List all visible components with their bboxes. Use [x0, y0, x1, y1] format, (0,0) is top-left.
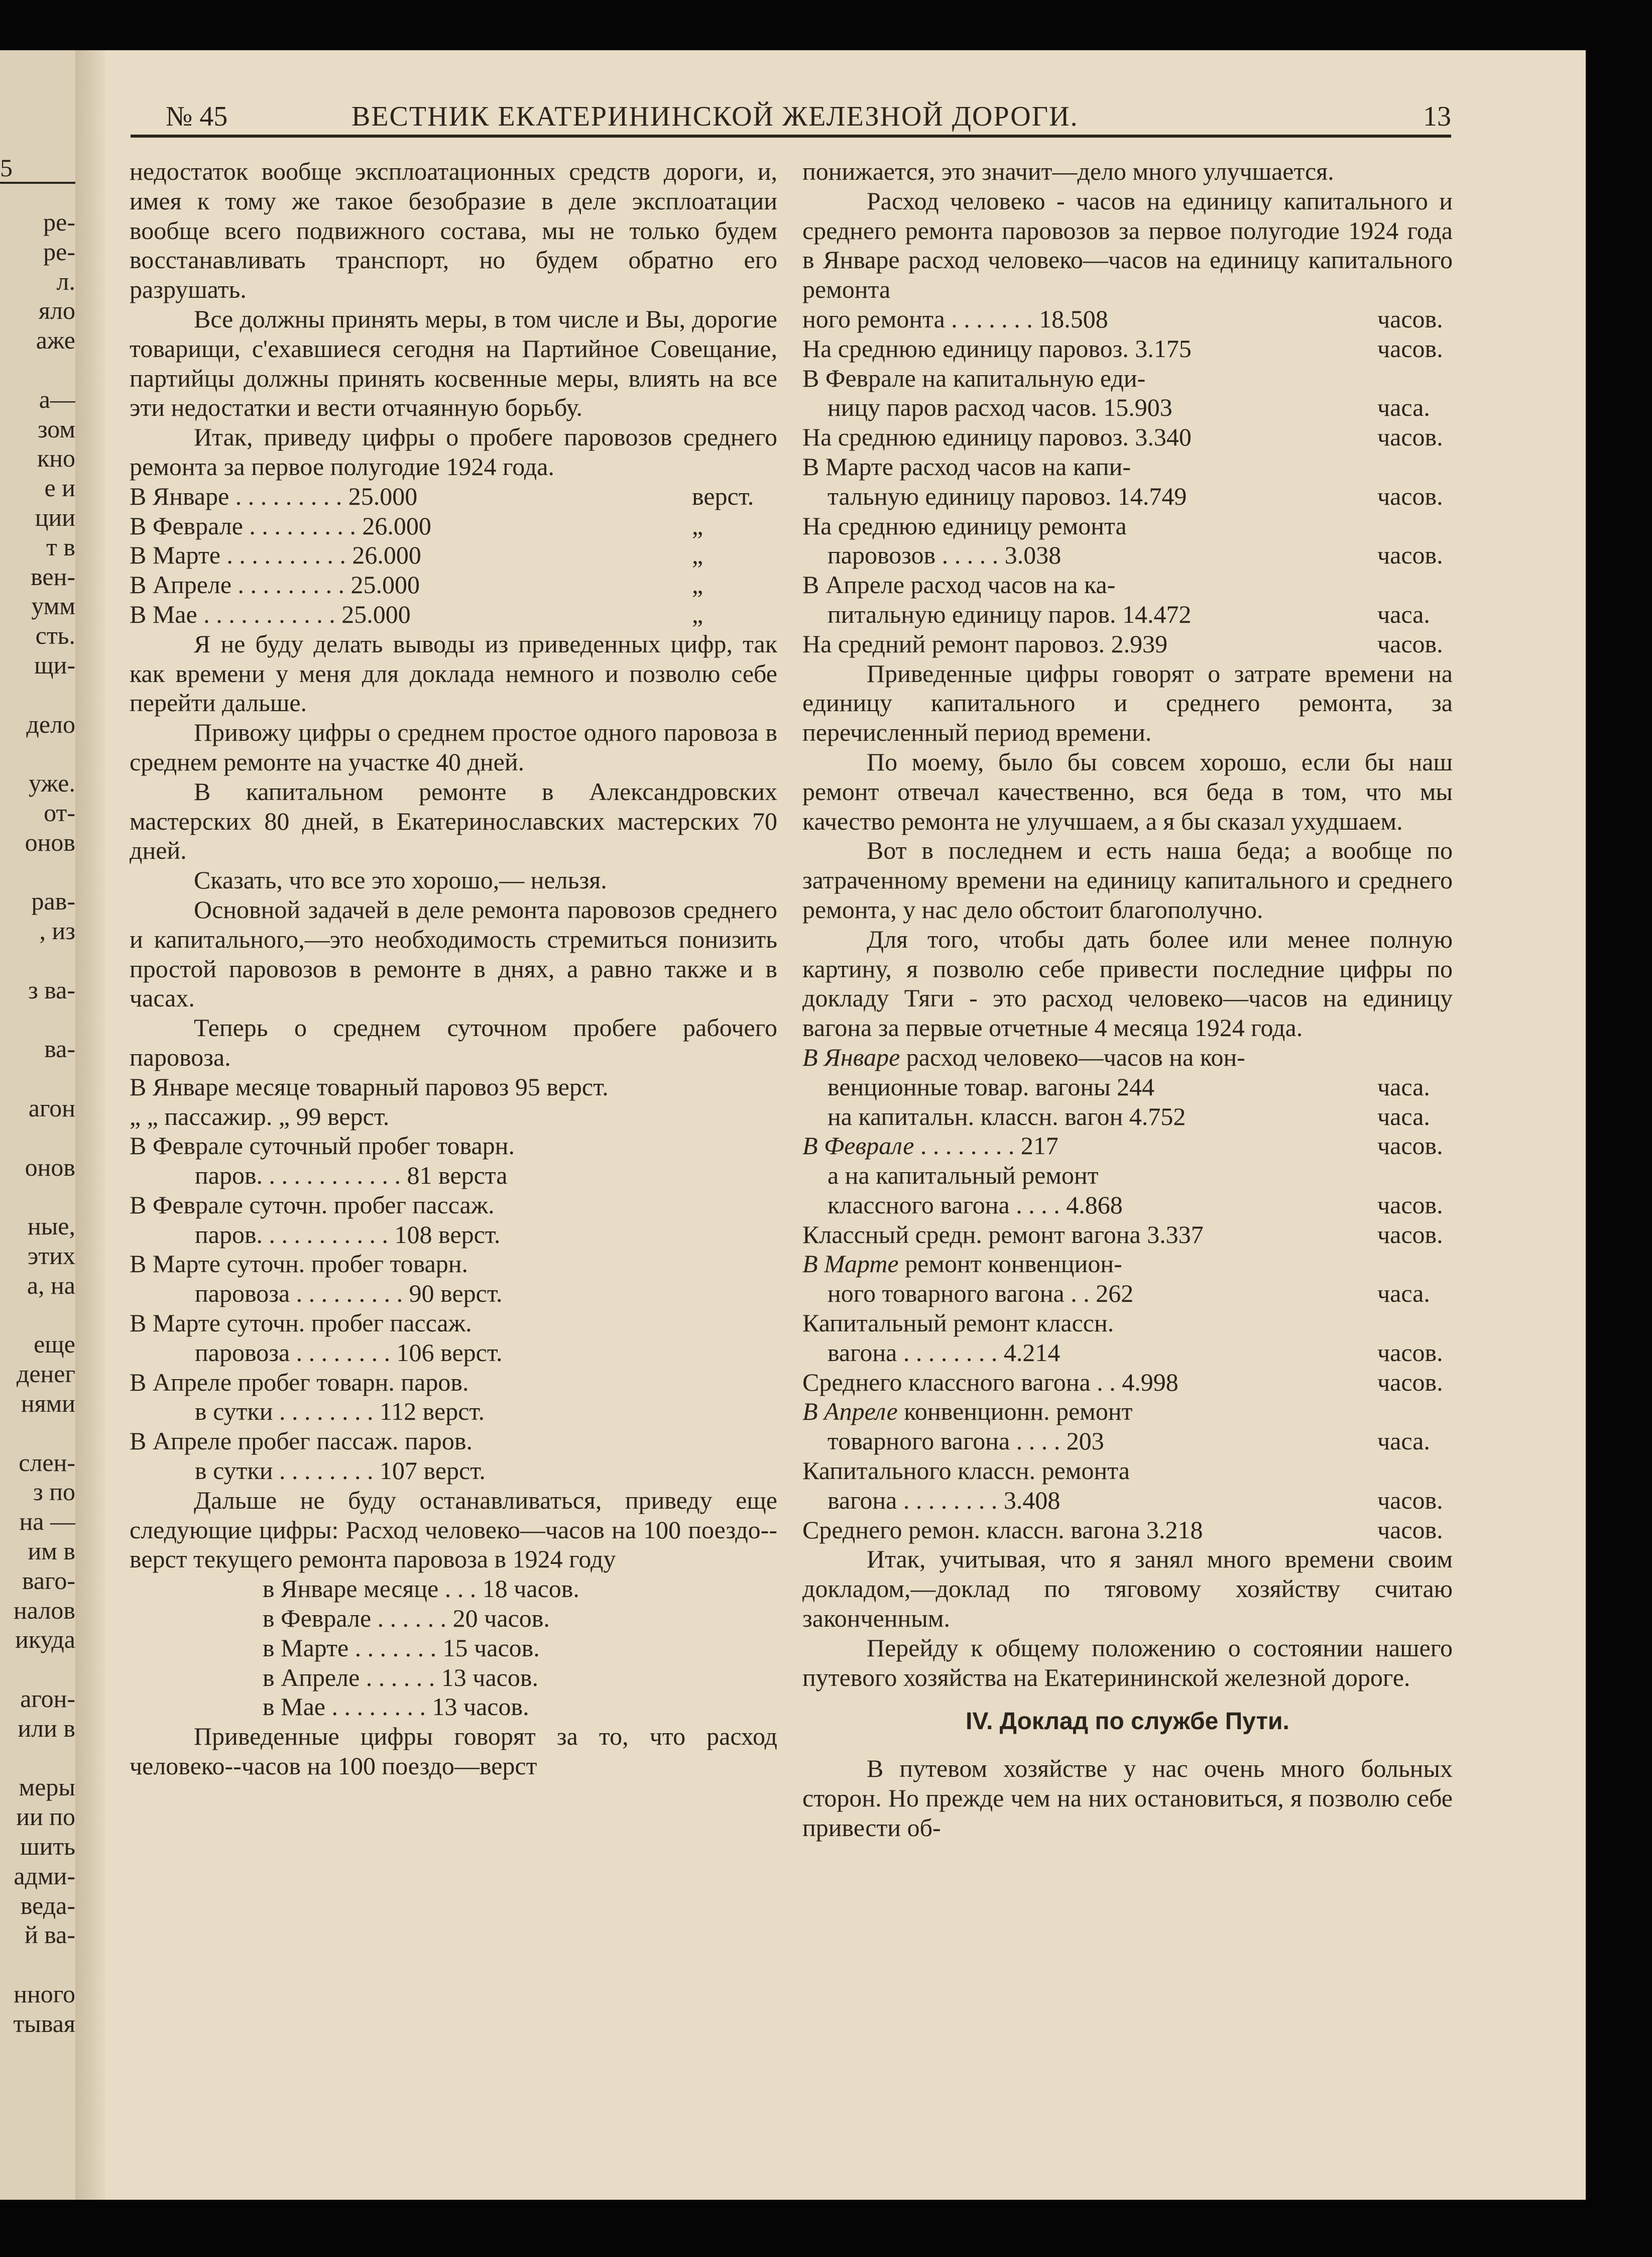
left-page-fragment: слен- — [19, 1448, 75, 1477]
paragraph: Итак, приведу цифры о пробеге паровозов среднего ремонта за первое полугодие 1924 года. — [130, 423, 777, 481]
wagon-row-text: ного товарного вагона . . 262 — [802, 1279, 1134, 1308]
left-page-fragment: налов — [14, 1596, 75, 1624]
left-page-fragment: онов — [25, 828, 75, 856]
wagon-row — [802, 1486, 1453, 1515]
left-page-fragment: т в — [46, 532, 75, 561]
left-page-fragment: е и — [44, 474, 75, 502]
left-page-fragment: веда- — [20, 1891, 75, 1920]
loco-row-unit: часов. — [1377, 423, 1443, 452]
left-page-fragment: ные, — [27, 1212, 75, 1240]
loco-row — [802, 540, 1453, 570]
paragraph: Для того, чтобы дать более или менее полную картину, я позволю себе привести последние цифры по докладу Тяги - это расход человеко—часов на единицу вагона за первые отчетные 4 месяца 1924 года. — [802, 925, 1453, 1042]
wagon-row — [802, 1279, 1453, 1308]
wagon-row — [802, 1456, 1453, 1486]
loco-row-unit: часов. — [1377, 304, 1443, 333]
wagon-row-unit: часа. — [1377, 1427, 1430, 1455]
loco-row-label: В Марте расход часов на капи- — [802, 452, 1131, 481]
loco-row-label: На среднюю единицу паровоз. 3.175 — [802, 334, 1192, 363]
paragraph: Привожу цифры о среднем простое одного паровоза в среднем ремонте на участке 40 дней. — [130, 718, 777, 776]
section-heading: IV. Доклад по службе Пути. — [966, 1708, 1289, 1735]
wagon-row-text: конвенционн. ремонт — [897, 1397, 1133, 1426]
daily-mileage-table — [130, 1072, 777, 1486]
loco-row-label: В Феврале на капитальную еди- — [802, 364, 1146, 392]
hours-row: в Марте . . . . . . . 15 часов. — [263, 1633, 540, 1662]
left-page-fragment: а— — [39, 385, 75, 413]
mileage-unit: верст. — [692, 482, 754, 510]
left-page-fragment: сть. — [35, 621, 75, 650]
wagon-repair-table — [802, 1043, 1453, 1545]
left-page-fragment: ре- — [43, 237, 75, 266]
wagon-row-label — [802, 1249, 1122, 1279]
left-page-fragment: агон- — [20, 1684, 75, 1713]
journal-title: ВЕСТНИК ЕКАТЕРИНИНСКОЙ ЖЕЛЕЗНОЙ ДОРОГИ. — [351, 101, 1079, 132]
paragraph: Теперь о среднем суточном пробеге рабочего паровоза. — [130, 1013, 777, 1071]
loco-row-label: На среднюю единицу ремонта — [802, 511, 1127, 540]
daily-row: В Феврале суточн. пробег пассаж. — [130, 1190, 495, 1219]
wagon-row-text: Капитальный ремонт классн. — [802, 1309, 1114, 1337]
loco-row — [802, 600, 1453, 629]
wagon-row — [802, 1043, 1453, 1072]
wagon-row-text: на капитальн. классн. вагон 4.752 — [802, 1102, 1186, 1131]
paragraph: Дальше не буду останавливаться, приведу еще следующие цифры: Расход человеко—часов на 100 поездо--верст текущего ремонта паровоза в 1924 году — [130, 1486, 777, 1573]
paragraph: Вот в последнем и есть наша беда; а вообще по затраченному времени на единицу капитального и среднего ремонта, у нас дело обстоит благополучно. — [802, 836, 1453, 924]
daily-row-detail: паров. . . . . . . . . . . 108 верст. — [195, 1220, 501, 1249]
left-page-fragment: рав- — [31, 887, 75, 916]
mileage-label: В Феврале . . . . . . . . . 26.000 — [130, 511, 431, 540]
paragraph: Приведенные цифры говорят о затрате времени на единицу капитального и среднего ремонта, за перечисленный период времени. — [802, 659, 1453, 747]
wagon-row-label — [802, 1368, 1178, 1397]
left-page-fragment: дело — [26, 710, 75, 738]
left-page-fragment: вен- — [31, 562, 75, 591]
mileage-label: В Мае . . . . . . . . . . . 25.000 — [130, 600, 411, 628]
page-number: 13 — [1423, 101, 1451, 132]
wagon-row — [802, 1426, 1453, 1456]
wagon-row — [802, 1161, 1453, 1190]
mileage-row — [130, 600, 777, 629]
wagon-row-unit: часов. — [1377, 1368, 1443, 1396]
left-page-fragment: ии по — [16, 1802, 75, 1831]
left-page-fragment: адми- — [14, 1861, 75, 1890]
wagon-row-label — [802, 1486, 1060, 1515]
mileage-row — [130, 540, 777, 570]
loco-row-label: ного ремонта . . . . . . . 18.508 — [802, 304, 1108, 333]
header-rule — [131, 135, 1451, 138]
wagon-row-text: венционные товар. вагоны 244 — [802, 1072, 1155, 1101]
loco-row — [802, 393, 1453, 422]
month-label: В Апреле — [802, 1397, 898, 1426]
wagon-row-unit: часа. — [1377, 1279, 1430, 1308]
daily-row: В Январе месяце товарный паровоз 95 верст. — [130, 1072, 609, 1101]
left-page-fragment: или в — [18, 1714, 75, 1742]
loco-row-unit: часа. — [1377, 393, 1430, 422]
loco-row-label: питальную единицу паров. 14.472 — [802, 600, 1192, 628]
left-page-fragment: зом — [37, 414, 75, 443]
daily-row: В Апреле пробег пассаж. паров. — [130, 1427, 473, 1455]
page-header — [131, 100, 1451, 136]
loco-row-label: На среднюю единицу паровоз. 3.340 — [802, 423, 1192, 452]
left-page-fragment: яло — [39, 296, 75, 325]
hours-row: в Феврале . . . . . . 20 часов. — [263, 1604, 550, 1633]
mileage-unit: „ — [692, 541, 703, 570]
left-page-fragment: кно — [37, 444, 75, 473]
wagon-row-unit: часов. — [1377, 1515, 1443, 1544]
wagon-row — [802, 1190, 1453, 1220]
left-page-fragment: з ва- — [28, 975, 75, 1004]
wagon-row-label — [802, 1456, 1130, 1486]
daily-row: В Апреле пробег товарн. паров. — [130, 1368, 469, 1396]
wagon-row — [802, 1338, 1453, 1368]
loco-row-unit — [1377, 364, 1453, 393]
wagon-row-unit — [1377, 1456, 1453, 1486]
mileage-table — [130, 482, 777, 629]
wagon-row-unit — [1377, 1249, 1453, 1279]
left-page-number: 5 — [0, 154, 13, 182]
wagon-row-unit — [1377, 1161, 1453, 1190]
mileage-unit: „ — [692, 511, 703, 540]
wagon-row-label — [802, 1072, 1154, 1102]
locomotive-repair-table — [802, 304, 1453, 659]
left-page-edge — [0, 50, 88, 2200]
daily-row: „ „ пассажир. „ 99 верст. — [130, 1102, 390, 1131]
wagon-row-unit: часа. — [1377, 1072, 1430, 1101]
loco-row-label: тальную единицу паровоз. 14.749 — [802, 482, 1187, 510]
paragraph: Я не буду делать выводы из приведенных цифр, так как времени у меня для доклада немного и позволю себе перейти дальше. — [130, 629, 777, 717]
left-page-fragment: на — — [19, 1507, 75, 1536]
mileage-unit: „ — [692, 571, 703, 599]
wagon-row-text: ремонт конвенцион- — [898, 1250, 1122, 1278]
daily-row: В Марте суточн. пробег товарн. — [130, 1250, 468, 1278]
wagon-row-label — [802, 1308, 1114, 1338]
paragraph: Итак, учитывая, что я занял много времени своим докладом,—доклад по тяговому хозяйству считаю законченным. — [802, 1545, 1453, 1633]
left-page-fragment: л. — [56, 267, 75, 295]
daily-row: В Марте суточн. пробег пассаж. — [130, 1309, 472, 1337]
wagon-row-label — [802, 1131, 1058, 1161]
wagon-row-unit: часов. — [1377, 1132, 1443, 1160]
paragraph: Перейду к общему положению о состоянии нашего путевого хозяйства на Екатерининской железной дороге. — [802, 1633, 1453, 1691]
left-page-fragment: этих — [27, 1242, 75, 1270]
page-gutter — [75, 50, 105, 2200]
daily-row-detail: паровоза . . . . . . . . 106 верст. — [195, 1338, 503, 1367]
loco-row-unit: часов. — [1377, 334, 1443, 363]
wagon-row-unit: часа. — [1377, 1102, 1430, 1131]
loco-row-unit — [1377, 570, 1453, 600]
loco-row-unit: часов. — [1377, 541, 1443, 570]
loco-row-unit — [1377, 511, 1453, 541]
daily-row-detail: в сутки . . . . . . . . 107 верст. — [195, 1456, 486, 1485]
daily-row-detail: паровоза . . . . . . . . . 90 верст. — [195, 1279, 503, 1308]
mileage-label: В Апреле . . . . . . . . . 25.000 — [130, 571, 420, 599]
paragraph: Основной задачей в деле ремонта паровозов среднего и капитального,—это необходимость стремиться понизить простой паровозов в ремонте в днях, а равно также и в часах. — [130, 895, 777, 1012]
paragraph: Расход человеко - часов на единицу капитального и среднего ремонта паровозов за первое полугодие 1924 года в Январе расход человеко—часов на единицу капитального ремонта — [802, 186, 1453, 304]
loco-row — [802, 570, 1453, 600]
daily-row-detail: паров. . . . . . . . . . . . 81 верста — [195, 1161, 508, 1190]
left-page-fragment: денег — [16, 1360, 75, 1388]
mileage-unit: „ — [692, 600, 703, 628]
left-page-fragment: агон — [28, 1094, 75, 1122]
loco-row-label: На средний ремонт паровоз. 2.939 — [802, 629, 1168, 658]
wagon-row-text: Капитального классн. ремонта — [802, 1456, 1130, 1485]
wagon-row-text: . . . . . . . . 217 — [914, 1132, 1058, 1160]
left-page-fragment: а, на — [27, 1271, 75, 1299]
wagon-row-unit: часов. — [1377, 1220, 1443, 1249]
wagon-row — [802, 1131, 1453, 1161]
left-page-fragment: ваго- — [22, 1566, 75, 1595]
month-label: В Феврале — [802, 1132, 914, 1160]
wagon-row-text: Среднего ремон. классн. вагона 3.218 — [802, 1515, 1203, 1544]
paragraph: В путевом хозяйстве у нас очень много больных сторон. Но прежде чем на них остановиться, я позволю себе привести об- — [802, 1754, 1453, 1842]
wagon-row-unit — [1377, 1043, 1453, 1072]
wagon-row-label — [802, 1190, 1123, 1220]
left-page-fragment: им в — [28, 1537, 75, 1565]
wagon-row-text: Среднего классного вагона . . 4.998 — [802, 1368, 1178, 1396]
left-page-fragment: ции — [35, 503, 75, 531]
wagon-row — [802, 1397, 1453, 1426]
loco-row-unit: часов. — [1377, 482, 1443, 510]
left-page-fragment: онов — [25, 1153, 75, 1181]
month-label: В Марте — [802, 1250, 899, 1278]
wagon-row-text: товарного вагона . . . . 203 — [802, 1427, 1104, 1455]
left-page-fragment: икуда — [15, 1625, 75, 1654]
loco-row — [802, 452, 1453, 482]
loco-row-label: паровозов . . . . . 3.038 — [802, 541, 1061, 570]
wagon-row-unit: часов. — [1377, 1338, 1443, 1367]
wagon-row-label — [802, 1043, 1245, 1072]
left-page-fragment: ре- — [43, 208, 75, 236]
left-page-fragment: умм — [31, 592, 75, 620]
left-page-fragment: меры — [19, 1773, 75, 1801]
left-page-fragment: нями — [21, 1389, 75, 1417]
wagon-row-text: классного вагона . . . . 4.868 — [802, 1190, 1123, 1219]
hours-row: в Январе месяце . . . 18 часов. — [263, 1574, 579, 1603]
left-header-rule — [0, 182, 75, 184]
loco-row — [802, 629, 1453, 659]
paragraph: недостаток вообще эксплоатационных средств дороги, и, имея к тому же такое безобразие в деле эксплоатации вообще всего подвижного состава, мы не только будем восстанавливать транспорт, но будем обратно его разрушать. — [130, 157, 777, 304]
hours-row: в Мае . . . . . . . . 13 часов. — [263, 1692, 529, 1721]
wagon-row — [802, 1515, 1453, 1545]
mileage-label: В Январе . . . . . . . . . 25.000 — [130, 482, 418, 510]
loco-row — [802, 304, 1453, 334]
wagon-row — [802, 1368, 1453, 1397]
wagon-row-label — [802, 1279, 1133, 1308]
wagon-row-unit: часов. — [1377, 1190, 1443, 1219]
wagon-row — [802, 1249, 1453, 1279]
wagon-row-text: вагона . . . . . . . . 4.214 — [802, 1338, 1060, 1367]
left-page-fragment: з по — [33, 1478, 75, 1506]
paragraph: понижается, это значит—дело много улучшается. — [802, 157, 1334, 185]
left-page-fragment: шить — [20, 1832, 75, 1860]
paragraph: Приведенные цифры говорят за то, что расход человеко--часов на 100 поездо—верст — [130, 1722, 777, 1780]
wagon-row-unit — [1377, 1308, 1453, 1338]
loco-row-unit: часов. — [1377, 629, 1443, 658]
left-page-fragment: , из — [39, 917, 75, 945]
loco-row — [802, 364, 1453, 393]
month-label: В Январе — [802, 1043, 900, 1071]
wagon-row-label — [802, 1397, 1133, 1426]
loco-row — [802, 334, 1453, 364]
hours-per-100-table — [130, 1574, 777, 1722]
wagon-row-text: Классный средн. ремонт вагона 3.337 — [802, 1220, 1204, 1249]
left-page-fragment: нного — [14, 1980, 75, 2008]
loco-row — [802, 482, 1453, 511]
mileage-row — [130, 511, 777, 541]
paragraph: Все должны принять меры, в том числе и Вы, дорогие товарищи, с'ехавшиеся сегодня на Партийное Совещание, партийцы должны принять косвенные меры, влиять на все эти недостатки и вести отчаянную борьбу. — [130, 304, 777, 422]
wagon-row — [802, 1308, 1453, 1338]
mileage-row — [130, 570, 777, 600]
left-page-fragment: уже. — [29, 769, 75, 798]
wagon-row-text: вагона . . . . . . . . 3.408 — [802, 1486, 1060, 1514]
left-page-fragment: й ва- — [24, 1921, 75, 1949]
left-page-fragment: от- — [44, 799, 75, 827]
loco-row-label: ницу паров расход часов. 15.903 — [802, 393, 1172, 422]
wagon-row-label — [802, 1161, 1099, 1190]
loco-row-label: В Апреле расход часов на ка- — [802, 571, 1116, 599]
wagon-row — [802, 1102, 1453, 1132]
wagon-row-label — [802, 1220, 1204, 1250]
daily-row: В Феврале суточный пробег товарн. — [130, 1132, 515, 1160]
left-page-fragment: аже — [36, 326, 75, 355]
wagon-row-text: расход человеко—часов на кон- — [900, 1043, 1245, 1071]
wagon-row-label — [802, 1426, 1104, 1456]
wagon-row-text: а на капитальный ремонт — [802, 1161, 1099, 1190]
hours-row: в Апреле . . . . . . 13 часов. — [263, 1663, 538, 1691]
daily-row-detail: в сутки . . . . . . . . 112 верст. — [195, 1397, 485, 1426]
left-page-fragment: тывая — [13, 2009, 75, 2038]
paragraph: Сказать, что все это хорошо,— нельзя. — [194, 866, 607, 894]
wagon-row-label — [802, 1338, 1060, 1368]
right-column — [802, 157, 1453, 1843]
wagon-row-unit: часов. — [1377, 1486, 1443, 1514]
loco-row-unit: часа. — [1377, 600, 1430, 628]
wagon-row-label — [802, 1102, 1186, 1132]
loco-row — [802, 422, 1453, 452]
left-page-fragment: щи- — [34, 651, 75, 679]
paragraph: По моему, было бы совсем хорошо, если бы наш ремонт отвечал качественно, вся беда в том, что мы качество ремонта не улучшаем, а я бы сказал ухудшаем. — [802, 747, 1453, 835]
mileage-row — [130, 482, 777, 511]
issue-number: № 45 — [166, 101, 228, 132]
left-page-fragment: ва- — [44, 1035, 75, 1063]
loco-row — [802, 511, 1453, 541]
left-column — [130, 157, 777, 1781]
mileage-label: В Марте . . . . . . . . . . 26.000 — [130, 541, 421, 570]
wagon-row — [802, 1220, 1453, 1250]
wagon-row-unit — [1377, 1397, 1453, 1426]
wagon-row-label — [802, 1515, 1203, 1545]
left-page-fragment: еще — [34, 1330, 75, 1359]
loco-row-unit — [1377, 452, 1453, 482]
wagon-row — [802, 1072, 1453, 1102]
paragraph: В капитальном ремонте в Александровских мастерских 80 дней, в Екатеринославских мастерских 70 дней. — [130, 777, 777, 865]
